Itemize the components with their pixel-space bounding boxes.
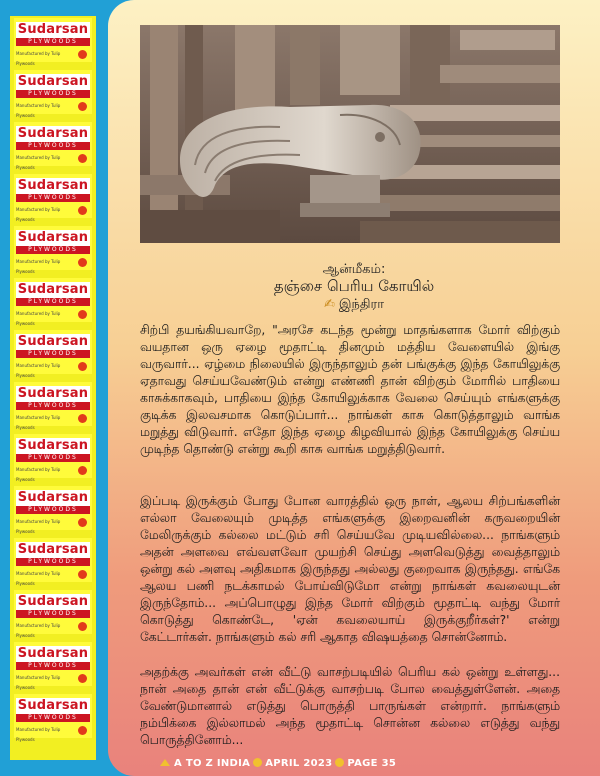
logo-dot-icon xyxy=(78,310,87,319)
ad-subtitle: PLYWOODS xyxy=(16,558,90,566)
logo-dot-icon xyxy=(78,726,87,735)
sudarsan-ad-tile xyxy=(14,642,92,690)
ad-subtitle: PLYWOODS xyxy=(16,90,90,98)
ad-brand: Sudarsan xyxy=(17,282,89,297)
ad-brand: Sudarsan xyxy=(17,646,89,661)
ad-subtitle: PLYWOODS xyxy=(16,714,90,722)
sudarsan-ad-tile xyxy=(14,122,92,170)
ad-subtitle: PLYWOODS xyxy=(16,38,90,46)
ad-tagline: Manufactured by Tulip Plywoods xyxy=(16,571,61,586)
ad-tagline: Manufactured by Tulip Plywoods xyxy=(16,259,61,274)
sudarsan-ad-tile xyxy=(14,434,92,482)
article-paragraph: அதற்க்கு அவர்கள் என் வீட்டு வாசற்படியில் பெரிய கல் ஒன்று உள்ளது... நான் அதை தான் என் வீட்டுக்கு வாசற்படி போல வைத்துள்ளேன். அதை வேண்டுமானால் எடுத்து பொருத்தி பாருங்கள் என்றார். நாங்களும் நம்பிக்கை இல்லாமல் அந்த மூதாட்டி சொன்ன கல்லை எடுத்து வந்து பொருத்தினோம்... xyxy=(140,665,560,747)
sudarsan-ad-tile xyxy=(14,590,92,638)
ad-subtitle: PLYWOODS xyxy=(16,142,90,150)
logo-dot-icon xyxy=(78,570,87,579)
ad-tagline: Manufactured by Tulip Plywoods xyxy=(16,311,61,326)
sudarsan-ad-tile xyxy=(14,18,92,66)
article-paragraph: இப்படி இருக்கும் போது போன வாரத்தில் ஒரு நாள், ஆலய சிற்பங்களின் எல்லா வேலையும் முடித்த எங்களுக்கு இறைவனின் கருவறையின் மேலிருக்கும் கல்லை மட்டும் சரி செய்யவே முடியவில்லை... நாங்களும் அதன் அளவை எவ்வளவோ முயற்சி செய்து அளவெடுத்து வைத்தாலும் ஒன்று கல் அளவு அதிகமாக இருந்தது அல்லது குறைவாக இருந்தது. எங்கே ஆலய பணி நடக்காமல் போய்விடுமோ என்று நாங்கள் கவலையுடன் இருந்தோம்... அப்பொழுது இந்த மோர் விற்கும் மூதாட்டி வந்து மோர் கொடுத்து கொண்டே, 'ஏன் கவலையாய் இருக்குறீர்கள்?' என்று கேட்டார்கள். நாங்களும் கல் சரி ஆகாத விஷயத்தை சொன்னோம். xyxy=(140,494,560,644)
sudarsan-ad-tile xyxy=(14,538,92,586)
logo-dot-icon xyxy=(78,102,87,111)
sudarsan-ad-tile xyxy=(14,226,92,274)
dot-icon xyxy=(335,758,344,767)
ad-brand: Sudarsan xyxy=(17,230,89,245)
sudarsan-ad-tile xyxy=(14,486,92,534)
footer-magazine: A TO Z INDIA xyxy=(174,758,251,769)
ad-tagline: Manufactured by Tulip Plywoods xyxy=(16,623,61,638)
ad-brand: Sudarsan xyxy=(17,594,89,609)
temple-sculpture-photo xyxy=(140,25,560,243)
ad-tagline: Manufactured by Tulip Plywoods xyxy=(16,675,61,690)
ad-subtitle: PLYWOODS xyxy=(16,350,90,358)
sidebar-ad-strip xyxy=(10,16,96,760)
ad-tagline: Manufactured by Tulip Plywoods xyxy=(16,415,61,430)
ad-brand: Sudarsan xyxy=(17,698,89,713)
ad-subtitle: PLYWOODS xyxy=(16,506,90,514)
sudarsan-ad-tile xyxy=(14,70,92,118)
logo-dot-icon xyxy=(78,206,87,215)
ad-subtitle: PLYWOODS xyxy=(16,194,90,202)
logo-dot-icon xyxy=(78,518,87,527)
ad-brand: Sudarsan xyxy=(17,126,89,141)
logo-dot-icon xyxy=(78,622,87,631)
sudarsan-ad-tile xyxy=(14,330,92,378)
ad-subtitle: PLYWOODS xyxy=(16,610,90,618)
ad-brand: Sudarsan xyxy=(17,22,89,37)
sudarsan-ad-tile xyxy=(14,278,92,326)
ad-subtitle: PLYWOODS xyxy=(16,662,90,670)
ad-tagline: Manufactured by Tulip Plywoods xyxy=(16,207,61,222)
ad-tagline: Manufactured by Tulip Plywoods xyxy=(16,103,61,118)
ad-tagline: Manufactured by Tulip Plywoods xyxy=(16,363,61,378)
article-paragraph: சிற்பி தயங்கியவாறே, "அரசே கடந்த மூன்று மாதங்களாக மோர் விற்கும் வயதான ஒரு ஏழை மூதாட்டி தினமும் மத்திய வேளையில் இங்கு வருவார்... ஏழ்மை நிலையில் இருந்தாலும் தன் பங்குக்கு இந்த கோயிலுக்கு ஏதாவது செய்யவேண்டும் என்று எண்ணி தான் விற்கும் மோரில் பாதியை காசுக்காகவும், பாதியை இந்த கோயிலுக்காக வேலை செய்யும் எங்களுக்கு குடிக்க இலவசமாக கொடுப்பார்... நாங்கள் காசு கொடுத்தாலும் வாங்க மறுத்து விடுவார். எதோ இந்த ஏழை கிழவியால் இந்த கோயிலுக்கு செய்ய முடிந்த தொண்டு என்று கூறி காசு வாங்க மறுத்திடுவார். xyxy=(140,323,560,456)
footer-page: PAGE 35 xyxy=(347,758,397,769)
logo-dot-icon xyxy=(78,154,87,163)
author-name: இந்திரா xyxy=(338,297,385,312)
logo-dot-icon xyxy=(78,258,87,267)
temple-photo-image xyxy=(140,25,560,243)
ad-tagline: Manufactured by Tulip Plywoods xyxy=(16,155,61,170)
sudarsan-ad-tile xyxy=(14,382,92,430)
logo-dot-icon xyxy=(78,414,87,423)
ad-brand: Sudarsan xyxy=(17,490,89,505)
pen-icon: ✍ xyxy=(323,297,335,312)
ad-brand: Sudarsan xyxy=(17,542,89,557)
ad-brand: Sudarsan xyxy=(17,334,89,349)
ad-brand: Sudarsan xyxy=(17,178,89,193)
ad-brand: Sudarsan xyxy=(17,386,89,401)
ad-brand: Sudarsan xyxy=(17,438,89,453)
logo-dot-icon xyxy=(78,50,87,59)
chevron-up-icon xyxy=(160,759,170,766)
ad-subtitle: PLYWOODS xyxy=(16,246,90,254)
ad-tagline: Manufactured by Tulip Plywoods xyxy=(16,727,61,742)
dot-icon xyxy=(253,758,262,767)
ad-brand: Sudarsan xyxy=(17,74,89,89)
ad-subtitle: PLYWOODS xyxy=(16,402,90,410)
ad-tagline: Manufactured by Tulip Plywoods xyxy=(16,519,61,534)
logo-dot-icon xyxy=(78,674,87,683)
logo-dot-icon xyxy=(78,466,87,475)
sudarsan-ad-tile xyxy=(14,174,92,222)
ad-tagline: Manufactured by Tulip Plywoods xyxy=(16,467,61,482)
page-footer xyxy=(160,757,460,771)
ad-tagline: Manufactured by Tulip Plywoods xyxy=(16,51,61,66)
section-label: ஆன்மீகம்: xyxy=(322,262,386,277)
sudarsan-ad-tile xyxy=(14,694,92,742)
footer-issue: APRIL 2023 xyxy=(265,758,333,769)
article-title: தஞ்சை பெரிய கோயில் xyxy=(273,277,435,295)
ad-subtitle: PLYWOODS xyxy=(16,298,90,306)
author-line xyxy=(108,297,600,313)
logo-dot-icon xyxy=(78,362,87,371)
ad-subtitle: PLYWOODS xyxy=(16,454,90,462)
